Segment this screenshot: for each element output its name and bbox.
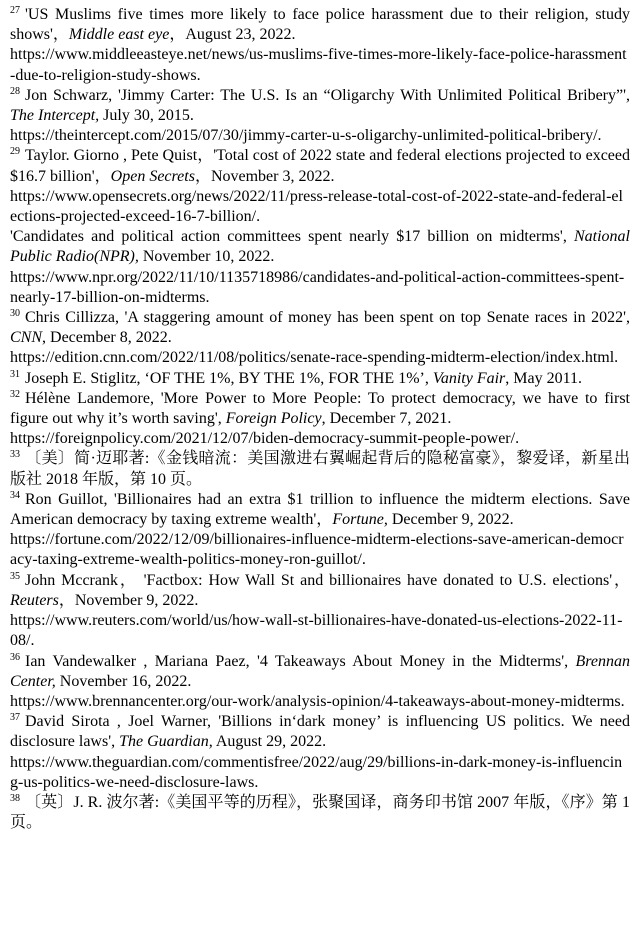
url-text: https://fortune.com/2022/12/09/billionaires-influence-midterm-elections-save-american-democracy-taxing-extreme-wealth-politics-money-ron-guillot/.: [10, 531, 624, 569]
footnote-number: 30: [10, 308, 20, 320]
citation-text: , December 7, 2021.: [321, 410, 452, 428]
footnote-number: 31: [10, 368, 20, 380]
footnote-32: [10, 389, 630, 450]
footnote-33: [10, 449, 630, 489]
url-text: https://foreignpolicy.com/2021/12/07/biden-democracy-summit-people-power/.: [10, 430, 520, 448]
citation-text: ，November 9, 2022.: [58, 591, 199, 609]
citation-text: July 30, 2015.: [99, 107, 194, 125]
url-text: https://edition.cnn.com/2022/11/08/politics/senate-race-spending-midterm-election/index.html.: [10, 349, 619, 367]
footnote-number: 37: [10, 712, 20, 724]
citation-text: Taylor. Giorno , Pete Quist，'Total cost of 2022 state and federal elections projected to exceed $16.7 billion'，: [10, 147, 630, 185]
citation-text: Chris Cillizza, 'A staggering amount of money has been spent on top Senate races in 2022',: [25, 309, 630, 327]
publication-name: National Public Radio(NPR),: [10, 228, 630, 266]
publication-name: Foreign Policy: [225, 410, 322, 428]
footnote-31: [10, 369, 630, 389]
citation-text: , December 8, 2022.: [42, 329, 172, 347]
footnote-number: 36: [10, 651, 20, 663]
citation-text: Ron Guillot, 'Billionaires had an extra $1 trillion to influence the midterm elections. Save American democracy by taxing extreme wealth'，: [10, 490, 630, 529]
footnote-number: 35: [10, 570, 20, 582]
footnote-37: [10, 712, 630, 793]
footnote-38: [10, 793, 630, 833]
citation-text: ，August 23, 2022.: [169, 26, 296, 44]
citation-text: John Mccrank， 'Factbox: How Wall St and billionaires have donated to U.S. elections'，: [25, 571, 630, 589]
citation-text: ，November 3, 2022.: [194, 167, 335, 185]
publication-name: Vanity Fair: [432, 369, 506, 387]
footnote-28: [10, 86, 630, 147]
url-text: https://theintercept.com/2015/07/30/jimmy-carter-u-s-oligarchy-unlimited-political-bribery/.: [10, 127, 602, 145]
citation-text: David Sirota , Joel Warner, 'Billions in‘dark money’ is influencing US politics. We need disclosure laws',: [10, 713, 630, 751]
citation-text: 'US Muslims five times more likely to face police harassment due to their religion, study shows'，: [10, 6, 630, 44]
footnote-number: 27: [10, 5, 20, 16]
footnote-36: [10, 652, 630, 713]
citation-text: November 16, 2022.: [55, 672, 192, 690]
citation-text: December 9, 2022.: [387, 511, 514, 529]
footnote-number: 34: [10, 489, 20, 501]
publication-name: Middle east eye: [68, 26, 170, 44]
citation-text: August 29, 2022.: [212, 733, 327, 751]
publication-name: Brennan Center,: [10, 652, 630, 690]
url-text: https://www.brennancenter.org/our-work/analysis-opinion/4-takeaways-about-money-midterms.: [10, 692, 625, 710]
footnote-number: 38: [10, 792, 20, 804]
footnote-number: 29: [10, 146, 20, 158]
url-text: https://www.reuters.com/world/us/how-wall-st-billionaires-have-donated-us-elections-2022-11-08/.: [10, 612, 623, 650]
citation-text: 'Candidates and political action committees spent nearly $17 billion on midterms',: [10, 228, 574, 246]
publication-name: CNN: [10, 329, 43, 347]
citation-text: Jon Schwarz, 'Jimmy Carter: The U.S. Is an “Oligarchy With Unlimited Political Bribery”',: [25, 86, 630, 104]
citation-text: 〔美〕简·迈耶著:《金钱暗流：美国激进右翼崛起背后的隐秘富豪》，黎爱译，新星出版社 2018 年版，第 10 页。: [10, 450, 630, 488]
footnote-30: [10, 308, 630, 369]
url-text: https://www.opensecrets.org/news/2022/11/press-release-total-cost-of-2022-state-and-federal-elections-projected-exceed-16-7-billion/.: [10, 187, 623, 226]
footnote-number: 33: [10, 449, 20, 461]
citation-text: Ian Vandewalker , Mariana Paez, '4 Takeaways About Money in the Midterms',: [25, 652, 576, 670]
url-text: https://www.npr.org/2022/11/10/1135718986/candidates-and-political-action-committees-spent-nearly-17-billion-on-midterms.: [10, 268, 625, 306]
footnote-27: [10, 5, 630, 86]
citation-text: 〔英〕J. R. 波尔著:《美国平等的历程》，张聚国译，商务印书馆 2007 年版，《序》第 1 页。: [10, 793, 630, 832]
footnotes-list: [10, 5, 630, 833]
url-text: https://www.theguardian.com/commentisfree/2022/aug/29/billions-in-dark-money-is-influencing-us-politics-we-need-disclosure-laws.: [10, 753, 623, 791]
footnote-29: [10, 146, 630, 308]
citation-text: Joseph E. Stiglitz, ‘OF THE 1%, BY THE 1%, FOR THE 1%’,: [25, 369, 433, 387]
footnote-35: [10, 571, 630, 652]
footnote-number: 32: [10, 388, 20, 400]
footnote-number: 28: [10, 85, 20, 97]
citation-text: November 10, 2022.: [138, 248, 275, 266]
citation-text: Hélène Landemore, 'More Power to More People: To protect democracy, we have to first figure out why it’s worth saving',: [10, 389, 630, 428]
publication-name: Reuters: [10, 591, 59, 609]
publication-name: The Guardian,: [119, 733, 213, 751]
citation-text: , May 2011.: [505, 369, 583, 387]
publication-name: The Intercept,: [10, 107, 100, 125]
publication-name: Fortune,: [332, 511, 388, 529]
url-text: https://www.middleeasteye.net/news/us-muslims-five-times-more-likely-face-police-harassment-due-to-religion-study-shows.: [10, 46, 627, 84]
publication-name: Open Secrets: [110, 167, 195, 185]
footnote-34: [10, 490, 630, 571]
